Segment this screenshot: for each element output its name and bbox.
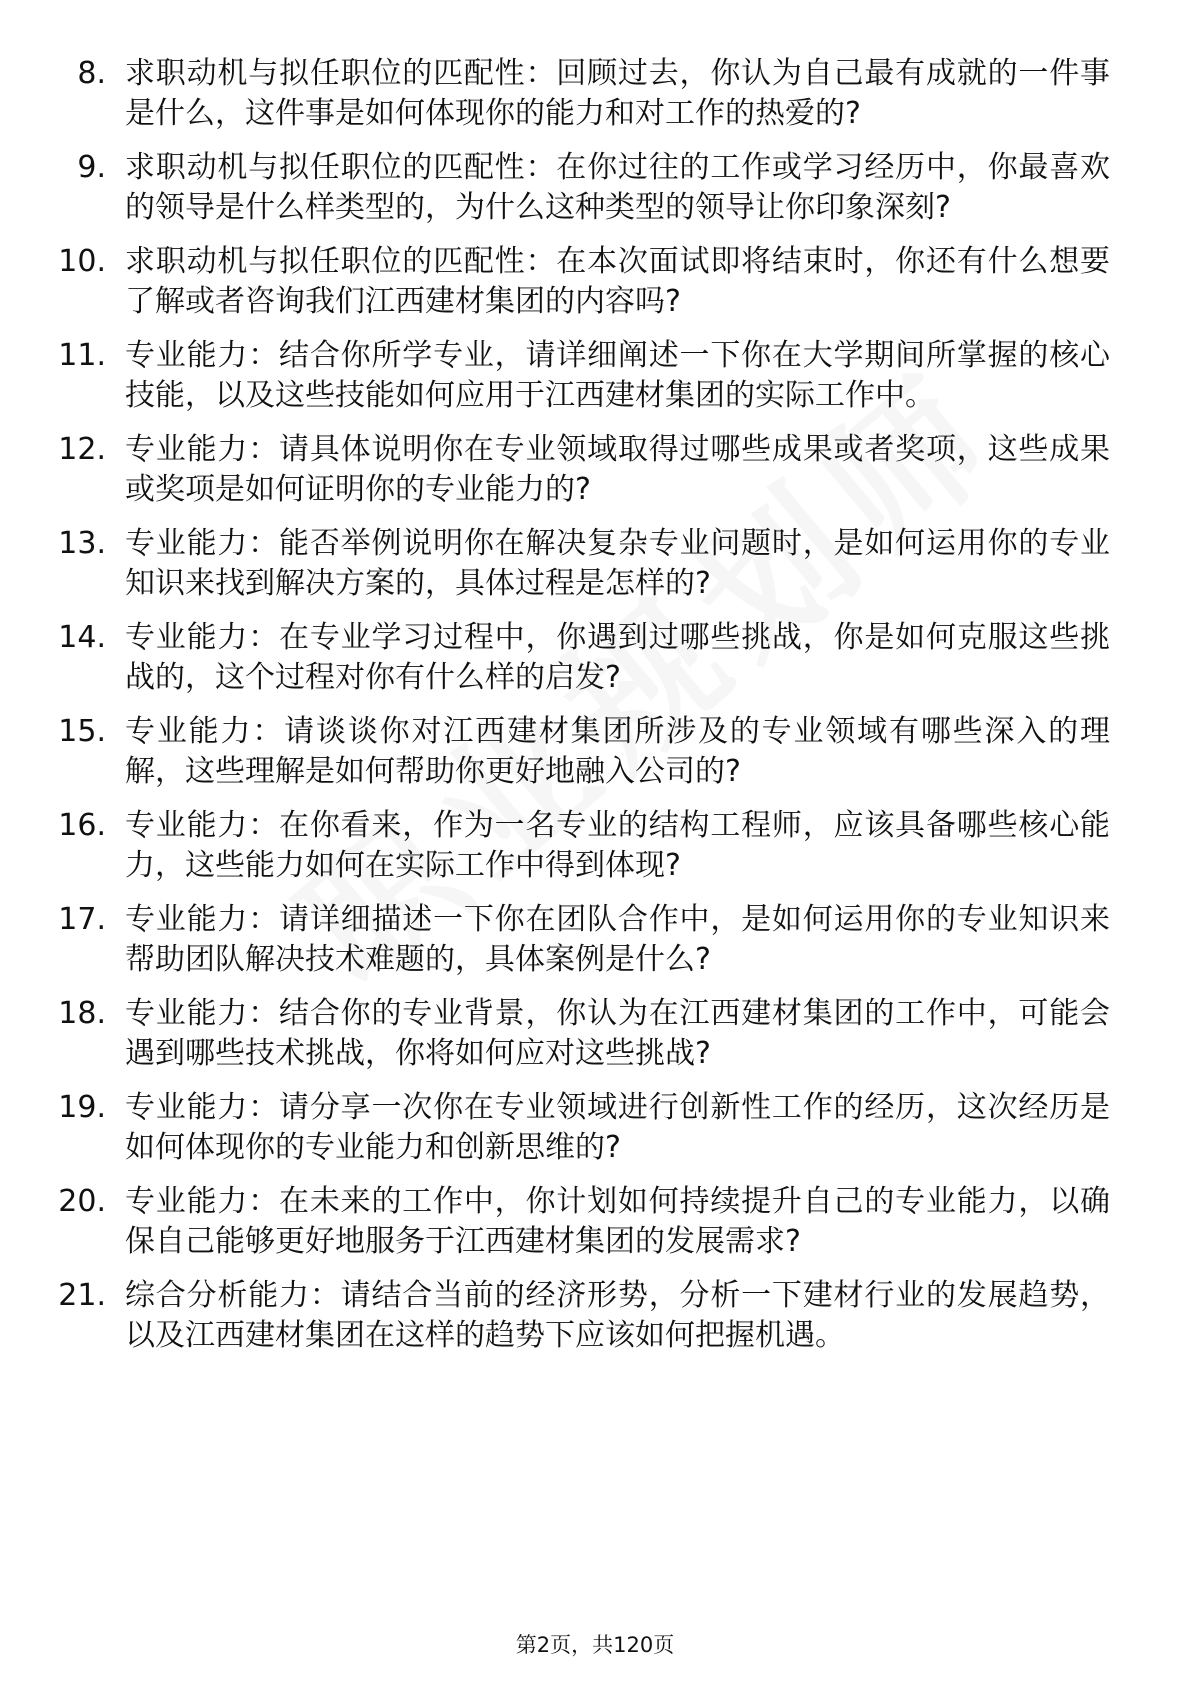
question-item xyxy=(0,242,1190,322)
question-number: 19. xyxy=(58,1090,106,1125)
page-footer xyxy=(0,1630,1190,1660)
question-item xyxy=(0,54,1190,134)
question-number: 16. xyxy=(58,808,106,843)
question-text: 专业能力：在未来的工作中，你计划如何持续提升自己的专业能力，以确保自己能够更好地服务于江西建材集团的发展需求? xyxy=(125,1184,1110,1259)
question-text: 专业能力：结合你所学专业，请详细阐述一下你在大学期间所掌握的核心技能，以及这些技能如何应用于江西建材集团的实际工作中。 xyxy=(125,338,1110,413)
page-number: 第2页，共120页 xyxy=(515,1633,675,1657)
question-text: 求职动机与拟任职位的匹配性：在本次面试即将结束时，你还有什么想要了解或者咨询我们江西建材集团的内容吗? xyxy=(125,244,1110,319)
question-text: 求职动机与拟任职位的匹配性：在你过往的工作或学习经历中，你最喜欢的领导是什么样类型的，为什么这种类型的领导让你印象深刻? xyxy=(125,150,1110,225)
question-number: 17. xyxy=(58,902,106,937)
question-item xyxy=(0,1088,1190,1168)
question-item xyxy=(0,336,1190,416)
question-item xyxy=(0,524,1190,604)
question-item xyxy=(0,618,1190,698)
question-number: 14. xyxy=(58,620,106,655)
question-number: 10. xyxy=(58,244,106,279)
question-item xyxy=(0,806,1190,886)
question-number: 18. xyxy=(58,996,106,1031)
question-item xyxy=(0,1276,1190,1356)
question-item xyxy=(0,148,1190,228)
question-text: 专业能力：在专业学习过程中，你遇到过哪些挑战，你是如何克服这些挑战的，这个过程对你有什么样的启发? xyxy=(125,620,1110,695)
question-text: 专业能力：结合你的专业背景，你认为在江西建材集团的工作中，可能会遇到哪些技术挑战，你将如何应对这些挑战? xyxy=(125,996,1110,1071)
question-text: 专业能力：请谈谈你对江西建材集团所涉及的专业领域有哪些深入的理解，这些理解是如何帮助你更好地融入公司的? xyxy=(125,714,1110,789)
question-text: 综合分析能力：请结合当前的经济形势，分析一下建材行业的发展趋势，以及江西建材集团在这样的趋势下应该如何把握机遇。 xyxy=(125,1278,1110,1353)
question-list xyxy=(0,54,1190,1370)
question-number: 11. xyxy=(58,338,106,373)
question-text: 专业能力：请具体说明你在专业领域取得过哪些成果或者奖项，这些成果或奖项是如何证明你的专业能力的? xyxy=(125,432,1110,507)
question-text: 专业能力：能否举例说明你在解决复杂专业问题时，是如何运用你的专业知识来找到解决方案的，具体过程是怎样的? xyxy=(125,526,1110,601)
question-text: 专业能力：请详细描述一下你在团队合作中，是如何运用你的专业知识来帮助团队解决技术难题的，具体案例是什么? xyxy=(125,902,1110,977)
question-number: 15. xyxy=(58,714,106,749)
question-text: 专业能力：请分享一次你在专业领域进行创新性工作的经历，这次经历是如何体现你的专业能力和创新思维的? xyxy=(125,1090,1110,1165)
question-number: 9. xyxy=(77,150,106,185)
question-number: 8. xyxy=(77,56,106,91)
question-text: 专业能力：在你看来，作为一名专业的结构工程师，应该具备哪些核心能力，这些能力如何在实际工作中得到体现? xyxy=(125,808,1110,883)
question-item xyxy=(0,712,1190,792)
question-number: 21. xyxy=(58,1278,106,1313)
question-number: 12. xyxy=(58,432,106,467)
question-number: 20. xyxy=(58,1184,106,1219)
question-item xyxy=(0,1182,1190,1262)
question-item xyxy=(0,994,1190,1074)
question-text: 求职动机与拟任职位的匹配性：回顾过去，你认为自己最有成就的一件事是什么，这件事是如何体现你的能力和对工作的热爱的? xyxy=(125,56,1110,131)
question-item xyxy=(0,900,1190,980)
question-item xyxy=(0,430,1190,510)
question-number: 13. xyxy=(58,526,106,561)
